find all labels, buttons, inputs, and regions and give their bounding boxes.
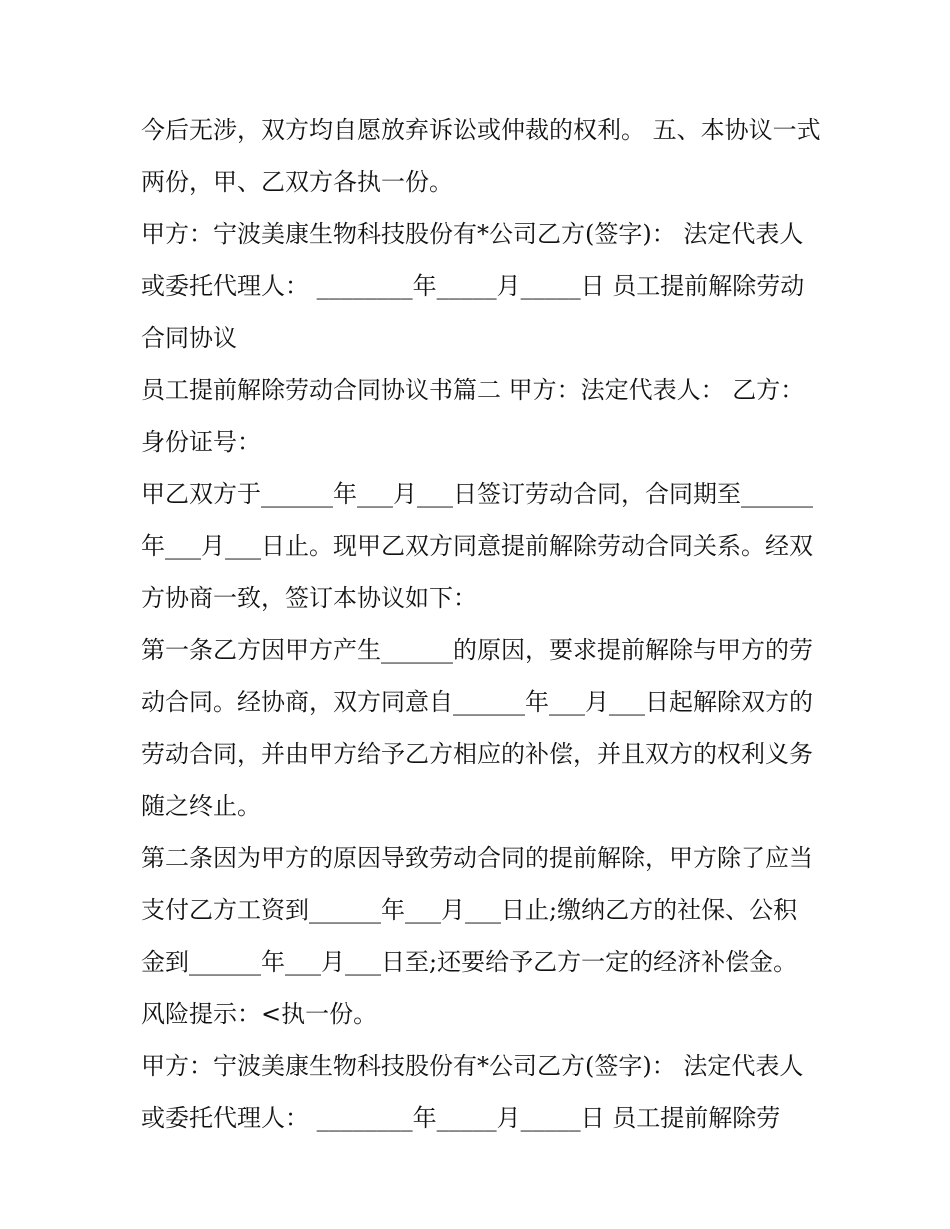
paragraph-signature-block-1: 甲方：宁波美康生物科技股份有*公司乙方(签字)： 法定代表人或委托代理人： ________年_____月_____日 员工提前解除劳动合同协议 (141, 220, 805, 352)
paragraph-section-two-heading: 员工提前解除劳动合同协议书篇二 甲方：法定代表人： 乙方：身份证号： (141, 376, 805, 456)
document-body (141, 104, 821, 1144)
paragraph-contract-dates: 甲乙双方于______年___月___日签订劳动合同，合同期至______年___月___日止。现甲乙双方同意提前解除劳动合同关系。经双方协商一致，签订本协议如下： (141, 480, 813, 612)
paragraph-signature-block-2: 甲方：宁波美康生物科技股份有*公司乙方(签字)： 法定代表人或委托代理人： ________年_____月_____日 员工提前解除劳 (141, 1052, 804, 1132)
paragraph-agreement-copies: 今后无涉，双方均自愿放弃诉讼或仲裁的权利。 五、本协议一式两份，甲、乙双方各执一份。 (141, 116, 821, 196)
paragraph-article-one: 第一条乙方因甲方产生______的原因，要求提前解除与甲方的劳动合同。经协商，双方同意自______年___月___日起解除双方的劳动合同，并由甲方给予乙方相应的补偿，并且双方的权利义务随之终止。 (141, 636, 813, 820)
paragraph-article-two: 第二条因为甲方的原因导致劳动合同的提前解除，甲方除了应当支付乙方工资到______年___月___日止;缴纳乙方的社保、公积金到______年___月___日至;还要给予乙方一定的经济补偿金。风险提示：<执一份。 (141, 844, 813, 1028)
